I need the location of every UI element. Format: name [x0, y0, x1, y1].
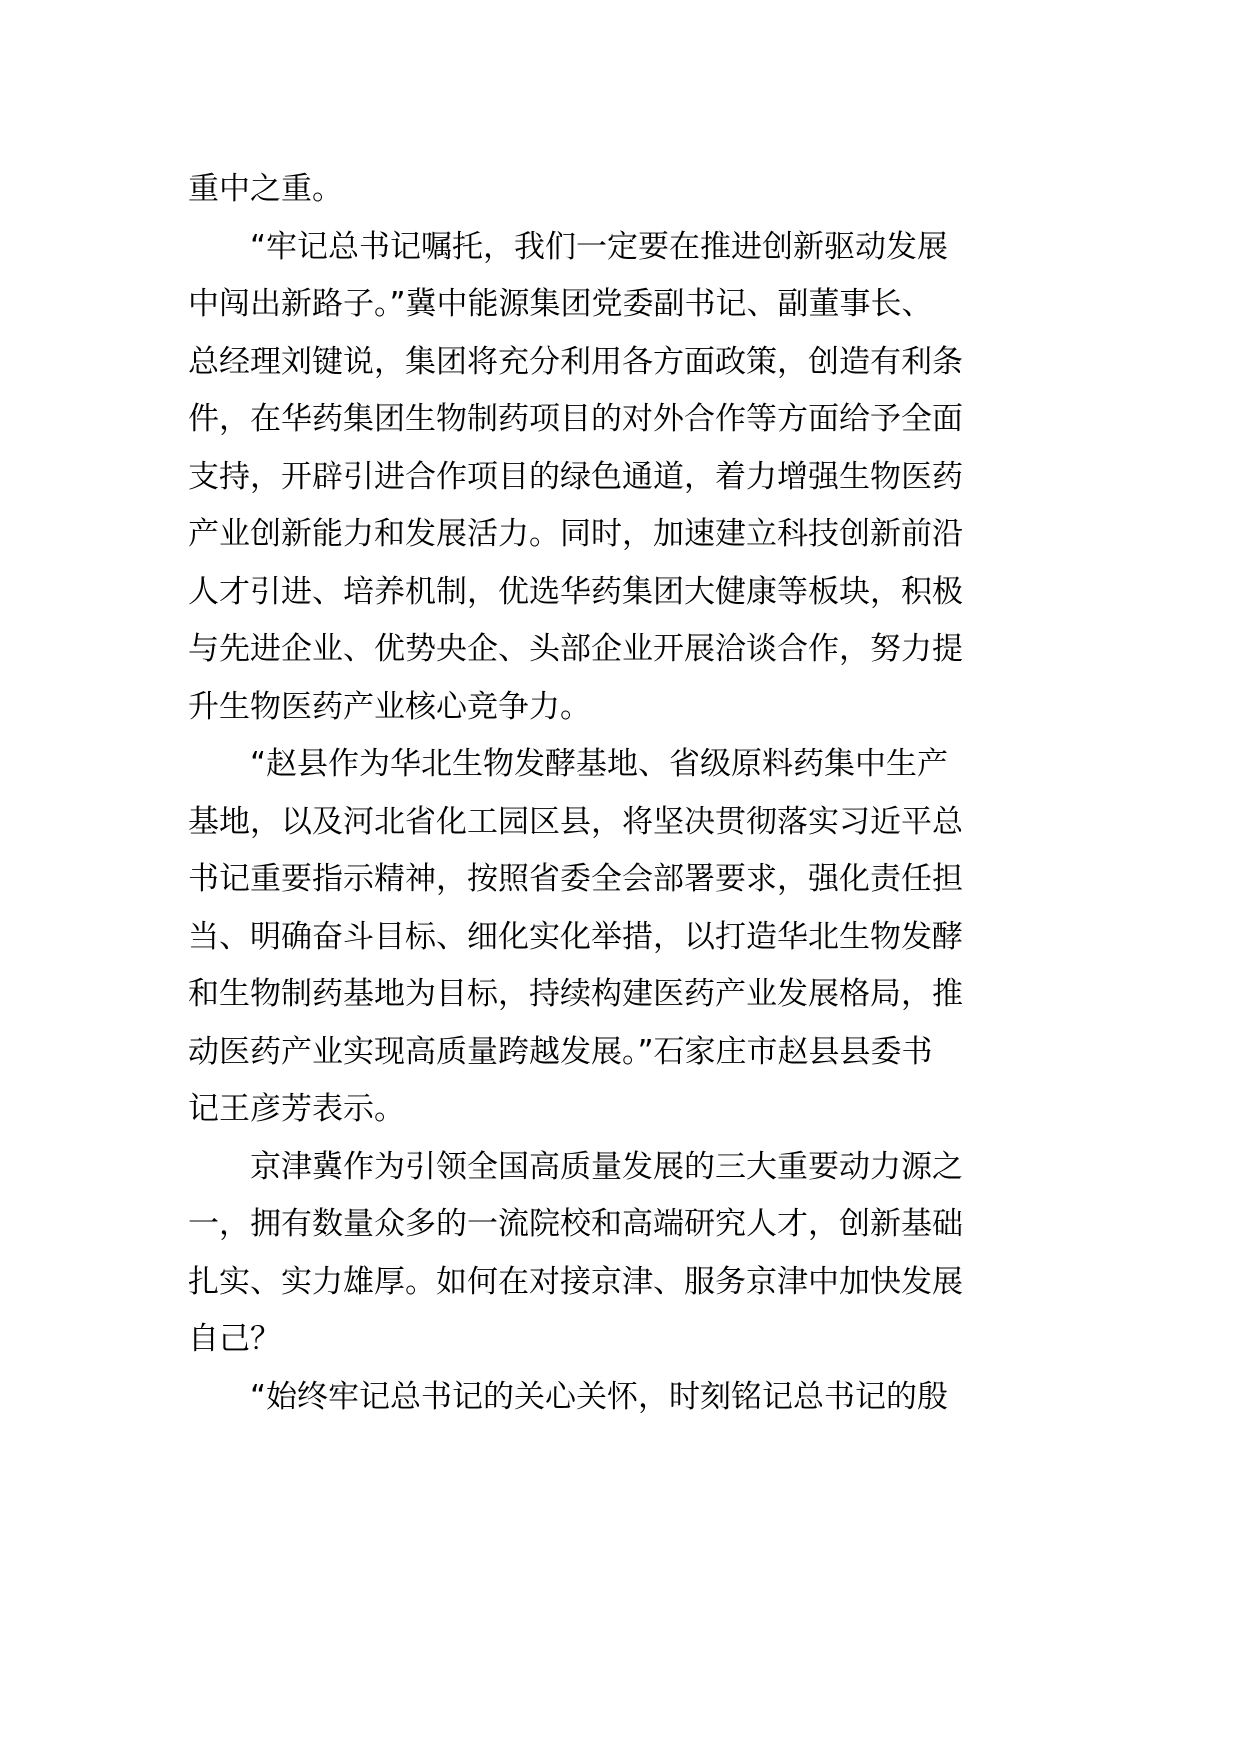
text-line: 当、明确奋斗目标、细化实化举措，以打造华北生物发酵: [188, 918, 963, 955]
text-line: 一，拥有数量众多的一流院校和高端研究人才，创新基础: [188, 1206, 963, 1242]
text-line: 产业创新能力和发展活力。同时，加速建立科技创新前沿: [188, 516, 963, 552]
text-line: 中闯出新路子。”冀中能源集团党委副书记、副董事长、: [188, 286, 933, 322]
text-line: 自己？: [188, 1321, 281, 1357]
text-line: 总经理刘键说，集团将充分利用各方面政策，创造有利条: [188, 343, 963, 380]
text-line: 记王彦芳表示。: [188, 1091, 405, 1127]
text-line: 重中之重。: [188, 171, 343, 207]
text-line: 动医药产业实现高质量跨越发展。”石家庄市赵县县委书: [188, 1033, 933, 1070]
text-line: 书记重要指示精神，按照省委全会部署要求，强化责任担: [188, 861, 963, 897]
paragraph-first-line: “赵县作为华北生物发酵基地、省级原料药集中生产: [250, 746, 949, 782]
text-line: 升生物医药产业核心竞争力。: [188, 688, 591, 725]
text-line: 件，在华药集团生物制药项目的对外合作等方面给予全面: [188, 401, 963, 437]
text-line: 人才引进、培养机制，优选华药集团大健康等板块，积极: [188, 573, 963, 610]
paragraph-first-line: “始终牢记总书记的关心关怀，时刻铭记总书记的殷: [250, 1378, 949, 1415]
paragraph-first-line: 京津冀作为引领全国高质量发展的三大重要动力源之: [250, 1148, 963, 1185]
paragraph-first-line: “牢记总书记嘱托，我们一定要在推进创新驱动发展: [250, 228, 949, 265]
text-line: 基地，以及河北省化工园区县，将坚决贯彻落实习近平总: [188, 803, 963, 840]
text-line: 支持，开辟引进合作项目的绿色通道，着力增强生物医药: [188, 458, 963, 495]
text-line: 和生物制药基地为目标，持续构建医药产业发展格局，推: [188, 976, 963, 1012]
text-line: 与先进企业、优势央企、头部企业开展洽谈合作，努力提: [188, 631, 963, 667]
text-line: 扎实、实力雄厚。如何在对接京津、服务京津中加快发展: [188, 1263, 963, 1300]
